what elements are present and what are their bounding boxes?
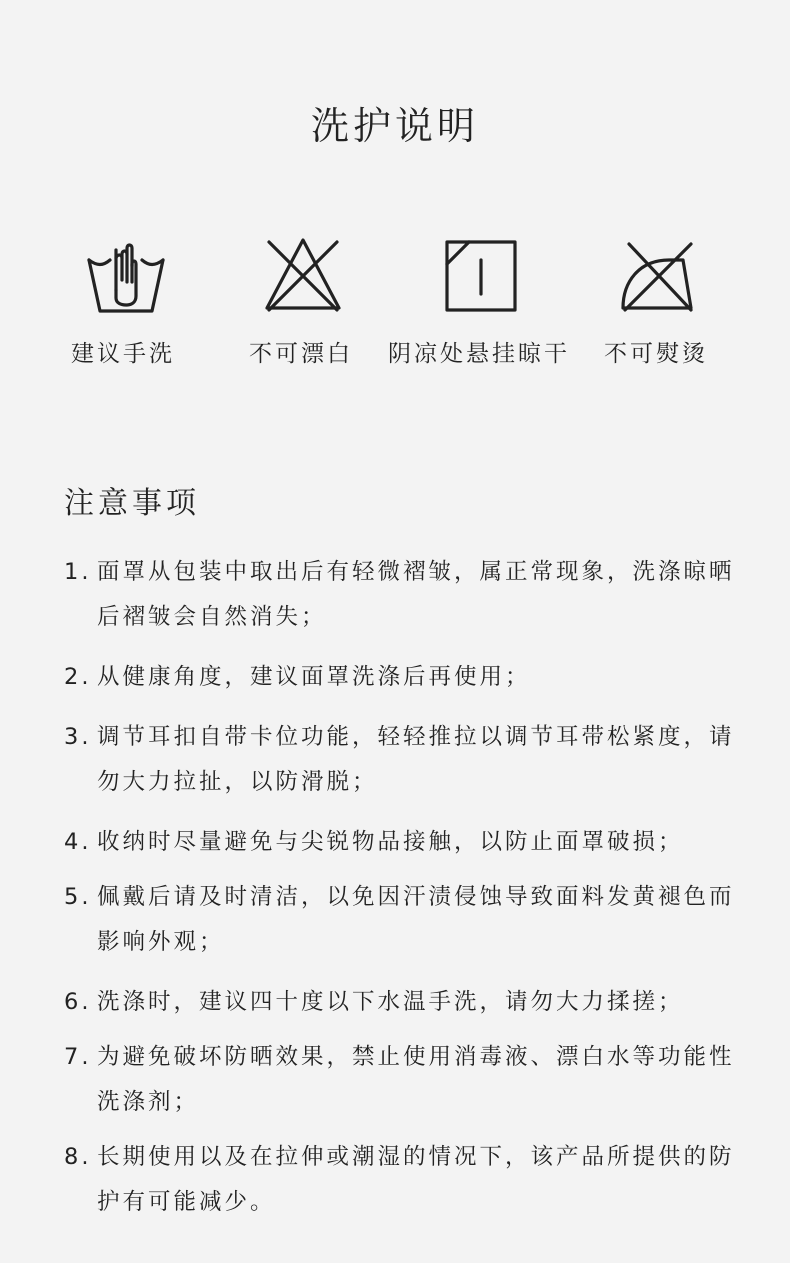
no-bleach-label: 不可漂白 [249, 341, 353, 367]
list-item-text: 调节耳扣自带卡位功能，轻轻推拉以调节耳带松紧度，请勿大力拉扯，以防滑脱； [97, 724, 735, 795]
list-item [64, 820, 744, 865]
list-item-text: 佩戴后请及时清洁，以免因汗渍侵蚀导致面料发黄褪色而影响外观； [97, 884, 735, 955]
list-item-text: 为避免破坏防晒效果，禁止使用消毒液、漂白水等功能性洗涤剂； [97, 1044, 735, 1115]
list-item-number: 6. [64, 989, 92, 1015]
list-item-number: 5. [64, 884, 92, 910]
list-item-text: 从健康角度，建议面罩洗涤后再使用； [97, 664, 531, 690]
page-title: 洗护说明 [310, 104, 479, 148]
list-item-text: 收纳时尽量避免与尖锐物品接触，以防止面罩破损； [97, 829, 684, 855]
list-item-number: 2. [64, 664, 92, 690]
list-item [64, 715, 744, 805]
list-item-number: 1. [64, 559, 92, 585]
notes-list [64, 550, 744, 1225]
hand-wash-icon [86, 236, 166, 316]
list-item-number: 7. [64, 1044, 92, 1070]
list-item [64, 1135, 744, 1225]
list-item [64, 980, 744, 1025]
list-item [64, 875, 744, 965]
list-item [64, 655, 744, 700]
list-item [64, 1035, 744, 1125]
list-item-text: 洗涤时，建议四十度以下水温手洗，请勿大力揉搓； [97, 989, 684, 1015]
list-item-text: 面罩从包装中取出后有轻微褶皱，属正常现象，洗涤晾晒后褶皱会自然消失； [97, 559, 735, 630]
list-item-number: 3. [64, 724, 92, 750]
line-dry-in-shade-label: 阴凉处悬挂晾干 [388, 341, 570, 367]
notes-title: 注意事项 [64, 486, 200, 521]
no-iron-icon [617, 236, 697, 316]
list-item-number: 8. [64, 1144, 92, 1170]
list-item-number: 4. [64, 829, 92, 855]
line-dry-in-shade-icon [441, 236, 521, 316]
list-item [64, 550, 744, 640]
no-iron-label: 不可熨烫 [604, 341, 708, 367]
care-icons-row [0, 236, 790, 316]
no-bleach-icon [263, 236, 343, 316]
hand-wash-label: 建议手洗 [71, 341, 175, 367]
list-item-text: 长期使用以及在拉伸或潮湿的情况下，该产品所提供的防护有可能减少。 [97, 1144, 735, 1215]
